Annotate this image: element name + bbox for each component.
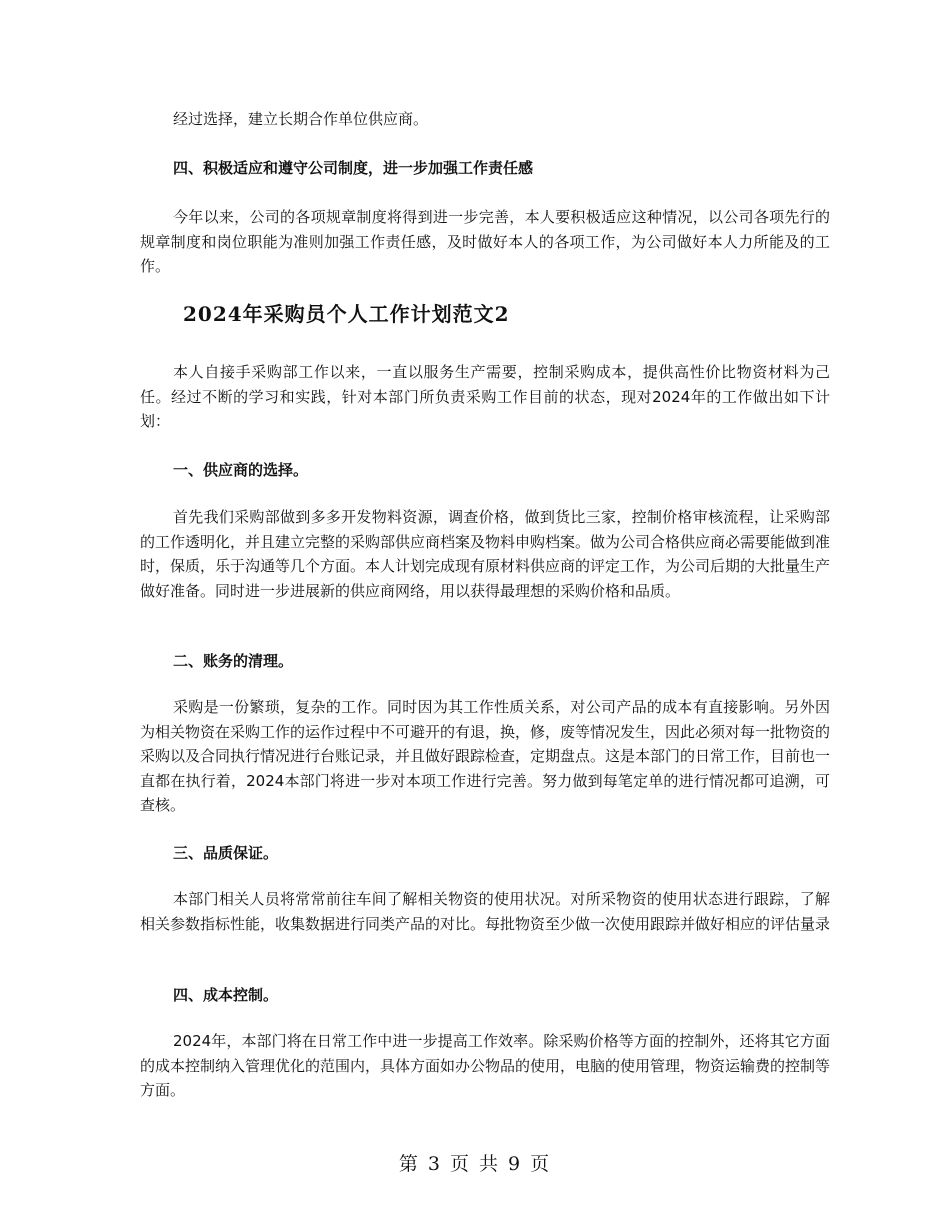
paragraph-quality-assurance: 本部门相关人员将常常前往车间了解相关物资的使用状况。对所采物资的使用状态进行跟踪，了解相关参数指标性能，收集数据进行同类产品的对比。每批物资至少做一次使用跟踪并做好相应的评估量录 bbox=[140, 890, 831, 933]
heading-cost-control: 四、成本控制。 bbox=[173, 986, 279, 1004]
section-title: 2024年采购员个人工作计划范文2 bbox=[183, 302, 510, 326]
page-number-footer: 第 3 页 共 9 页 bbox=[398, 1153, 552, 1175]
heading-quality-assurance: 三、品质保证。 bbox=[173, 844, 279, 862]
paragraph-comply-company-rules: 今年以来，公司的各项规章制度将得到进一步完善，本人要积极适应这种情况，以公司各项先行的规章制度和岗位职能为准则加强工作责任感，及时做好本人的各项工作，为公司做好本人力所能及的工作。 bbox=[140, 208, 830, 275]
heading-supplier-selection: 一、供应商的选择。 bbox=[173, 461, 309, 479]
paragraph-supplier-selection: 首先我们采购部做到多多开发物料资源，调查价格，做到货比三家，控制价格审核流程，让采购部的工作透明化，并且建立完整的采购部供应商档案及物料申购档案。做为公司合格供应商必需要能做到准时，保质，乐于沟通等几个方面。本人计划完成现有原材料供应商的评定工作，为公司后期的大批量生产做好准备。同时进一步进展新的供应商网络，用以获得最理想的采购价格和品质。 bbox=[140, 508, 831, 600]
heading-accounts-clearing: 二、账务的清理。 bbox=[173, 652, 294, 670]
heading-comply-company-rules: 四、积极适应和遵守公司制度，进一步加强工作责任感 bbox=[173, 159, 534, 177]
paragraph-accounts-clearing: 采购是一份繁琐，复杂的工作。同时因为其工作性质关系，对公司产品的成本有直接影响。另外因为相关物资在采购工作的运作过程中不可避开的有退，换，修，废等情况发生，因此必须对每一批物资的采购以及合同执行情况进行台账记录，并且做好跟踪检查，定期盘点。这是本部门的日常工作，目前也一直都在执行着，2024本部门将进一步对本项工作进行完善。努力做到每笔定单的进行情况都可追溯，可查核。 bbox=[140, 698, 831, 814]
paragraph-opening: 本人自接手采购部工作以来，一直以服务生产需要，控制采购成本，提供高性价比物资材料为己任。经过不断的学习和实践，针对本部门所负责采购工作目前的状态，现对2024年的工作做出如下计划： bbox=[140, 363, 830, 430]
paragraph-intro-tail: 经过选择，建立长期合作单位供应商。 bbox=[173, 110, 429, 128]
paragraph-cost-control: 2024年，本部门将在日常工作中进一步提高工作效率。除采购价格等方面的控制外，还将其它方面的成本控制纳入管理优化的范围内，具体方面如办公物品的使用，电脑的使用管理，物资运输费的控制等方面。 bbox=[140, 1032, 831, 1099]
